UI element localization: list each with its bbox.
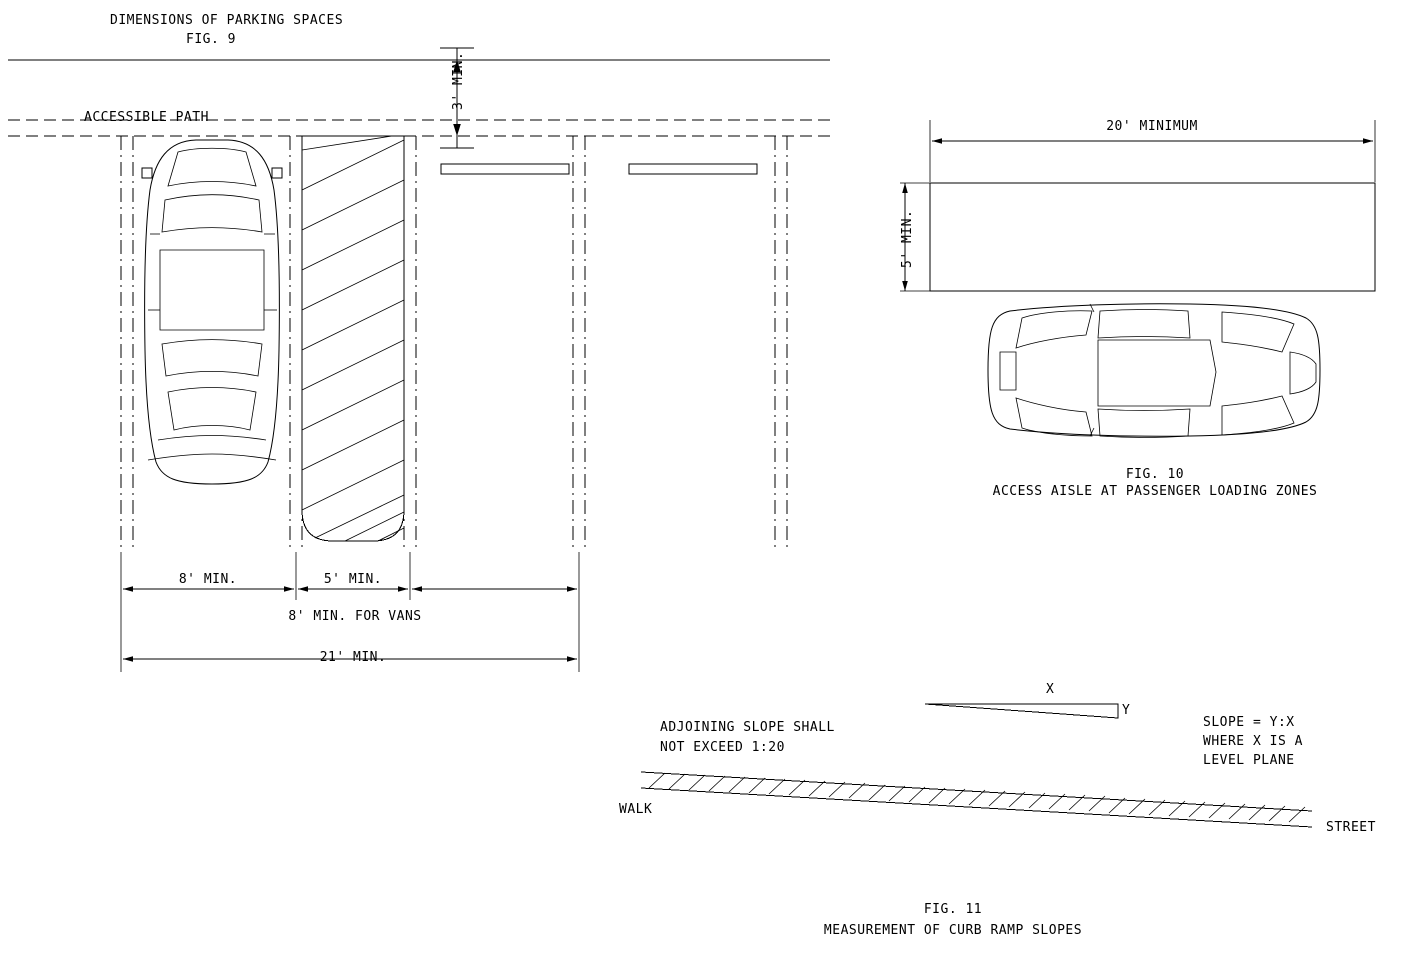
fig10-title-line1: FIG. 10 xyxy=(1125,467,1185,482)
fig11-title-line1: FIG. 11 xyxy=(923,902,983,917)
fig11-slope-line2: WHERE X IS A xyxy=(1203,734,1303,749)
fig9-dim-stall: 8' MIN. xyxy=(178,572,238,587)
car-top-view-fig9 xyxy=(142,140,282,484)
fig9-title-line1: DIMENSIONS OF PARKING SPACES xyxy=(110,13,344,28)
fig11-title-line2: MEASUREMENT OF CURB RAMP SLOPES xyxy=(823,923,1083,938)
fig9-dim-aisle: 5' MIN. xyxy=(323,572,383,587)
fig9-title-line2: FIG. 9 xyxy=(186,32,236,47)
fig11-label-street: STREET xyxy=(1326,820,1376,835)
fig11-label-walk: WALK xyxy=(619,802,653,817)
fig11-slope-line1: SLOPE = Y:X xyxy=(1203,715,1295,730)
fig9-dim-total: 21' MIN. xyxy=(319,650,387,665)
fig11-label-x: X xyxy=(1046,682,1055,697)
fig9-dim-vertical: 3' MIN. xyxy=(451,51,466,110)
accessible-path-label: ACCESSIBLE PATH xyxy=(84,110,209,125)
fig11-note-line2: NOT EXCEED 1:20 xyxy=(660,740,785,755)
fig10-dim-length: 20' MINIMUM xyxy=(1106,119,1198,134)
fig9-dim-vans: 8' MIN. FOR VANS xyxy=(288,609,422,624)
car-top-view-fig10 xyxy=(988,304,1320,438)
fig11-slope-line3: LEVEL PLANE xyxy=(1203,753,1295,768)
fig11-note-line1: ADJOINING SLOPE SHALL xyxy=(660,720,835,735)
fig10-dim-width: 5' MIN. xyxy=(900,209,915,268)
fig10-title-line2: ACCESS AISLE AT PASSENGER LOADING ZONES xyxy=(992,484,1318,499)
fig11-label-y: Y xyxy=(1122,703,1131,718)
